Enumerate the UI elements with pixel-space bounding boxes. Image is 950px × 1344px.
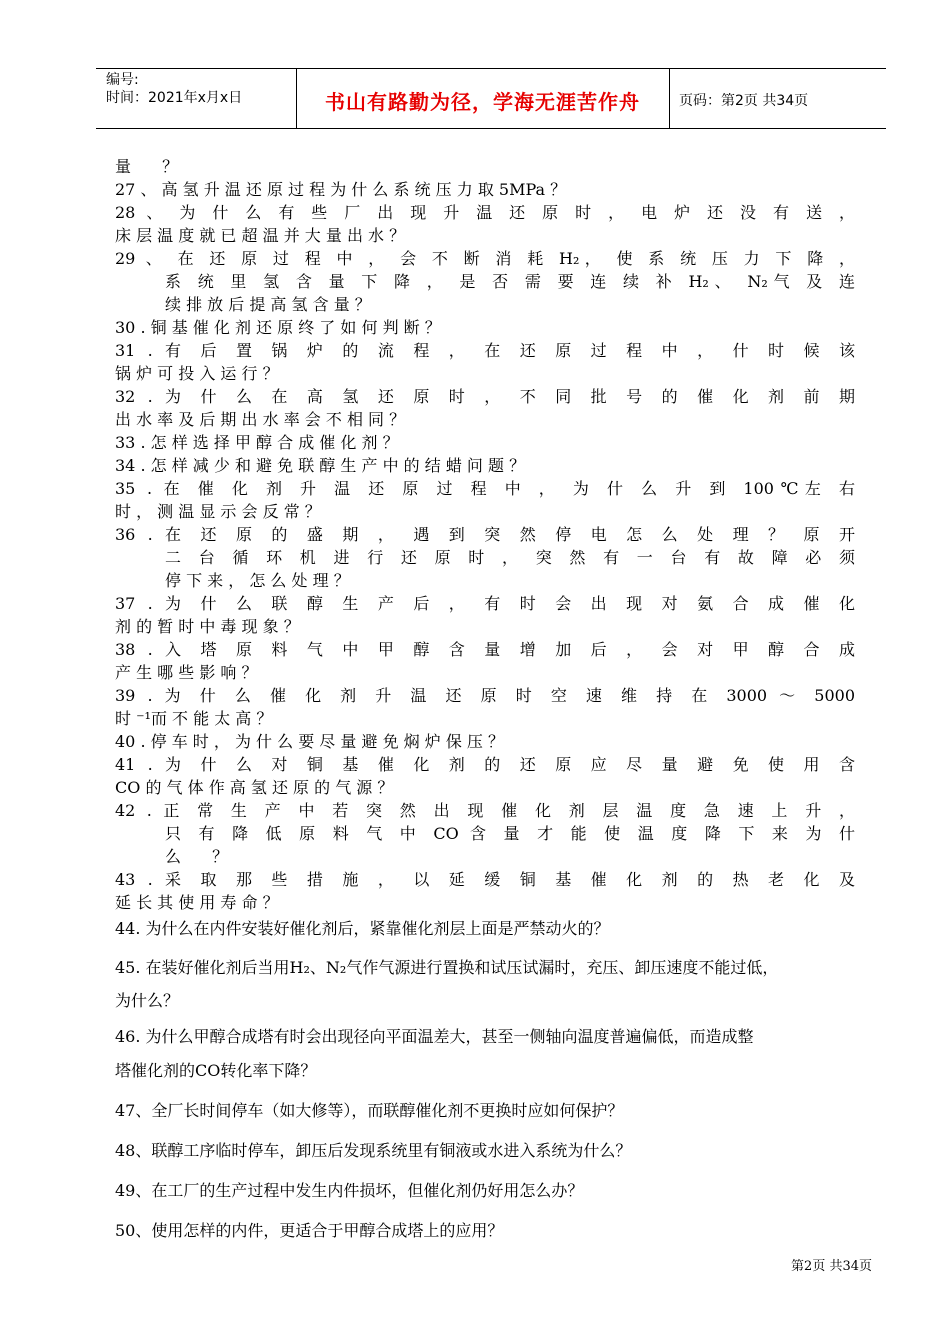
header-meta <box>106 71 242 107</box>
question-line: 45. 在装好催化剂后当用H₂、N₂气作气源进行置换和试压试漏时，充压、卸压速度不能过低， <box>115 958 779 977</box>
question-line: 二 台 循 环 机 进 行 还 原 时 ， 突 然 有 一 台 有 故 障 必 须 <box>165 548 855 567</box>
question-line: 续 排 放 后 提 高 氢 含 量 ？ <box>165 295 371 314</box>
question-line: 30 . 铜 基 催 化 剂 还 原 终 了 如 何 判 断 ？ <box>115 318 441 337</box>
header-bottom-rule <box>96 128 886 129</box>
question-line: 42 . 正 常 生 产 中 若 突 然 出 现 催 化 剂 层 温 度 急 速 上 升 ， <box>115 801 855 820</box>
header-top-rule <box>96 68 886 69</box>
question-line: 27 、 高 氢 升 温 还 原 过 程 为 什 么 系 统 压 力 取 5MPa ？ <box>115 180 567 199</box>
question-line: 33 . 怎 样 选 择 甲 醇 合 成 催 化 剂 ？ <box>115 433 399 452</box>
question-line: 46. 为什么甲醇合成塔有时会出现径向平面温差大，甚至一侧轴向温度普遍偏低，而造成整 <box>115 1027 754 1046</box>
question-line: 32 . 为 什 么 在 高 氢 还 原 时 ， 不 同 批 号 的 催 化 剂 前 期 <box>115 387 855 406</box>
question-line: 36 . 在 还 原 的 盛 期 ， 遇 到 突 然 停 电 怎 么 处 理 ？ 原 开 <box>115 525 855 544</box>
question-line: 49、在工厂的生产过程中发生内件损坏，但催化剂仍好用怎么办？ <box>115 1181 584 1200</box>
question-line: 产 生 哪 些 影 响 ？ <box>115 663 258 682</box>
document-time-label: 时间：2021年x月x日 <box>106 90 243 106</box>
document-number-label: 编号: <box>106 72 139 88</box>
question-line: 39 . 为 什 么 催 化 剂 升 温 还 原 时 空 速 维 持 在 3000 ～ 5000 <box>115 686 855 705</box>
header-page-number: 页码：第2页 共34页 <box>679 93 809 109</box>
question-line: 延 长 其 使 用 寿 命 ？ <box>115 893 279 912</box>
question-line: 44. 为什么在内件安装好催化剂后，紧靠催化剂层上面是严禁动火的？ <box>115 919 610 938</box>
page-header <box>96 68 886 130</box>
question-line: 系 统 里 氢 含 量 下 降 ， 是 否 需 要 连 续 补 H₂、 N₂气 及 连 <box>165 272 855 291</box>
question-line: 么 ？ <box>165 847 242 866</box>
question-line: 35 . 在 催 化 剂 升 温 还 原 过 程 中 ， 为 什 么 升 到 100℃左 右 <box>115 479 855 498</box>
question-line: 28 、 为 什 么 有 些 厂 出 现 升 温 还 原 时 ， 电 炉 还 没 有 送 ， <box>115 203 855 222</box>
question-line: 床 层 温 度 就 已 超 温 并 大 量 出 水 ？ <box>115 226 406 245</box>
header-motto: 书山有路勤为径，学海无涯苦作舟 <box>325 90 640 114</box>
page-footer-number: 第2页 共34页 <box>791 1259 872 1274</box>
question-line: 41 . 为 什 么 对 铜 基 催 化 剂 的 还 原 应 尽 量 避 免 使 用 含 <box>115 755 855 774</box>
question-line: 时 ， 测 温 显 示 会 反 常 ？ <box>115 502 321 521</box>
question-line: 31 . 有 后 置 锅 炉 的 流 程 ， 在 还 原 过 程 中 ， 什 时 候 该 <box>115 341 855 360</box>
question-line: 剂 的 暂 时 中 毒 现 象 ？ <box>115 617 300 636</box>
question-line: 为什么？ <box>115 991 180 1010</box>
question-line: 34 . 怎 样 减 少 和 避 免 联 醇 生 产 中 的 结 蜡 问 题 ？ <box>115 456 526 475</box>
question-line: 出 水 率 及 后 期 出 水 率 会 不 相 同 ？ <box>115 410 406 429</box>
question-line: CO 的 气 体 作 高 氢 还 原 的 气 源 ？ <box>115 778 394 797</box>
question-line: 只 有 降 低 原 料 气 中 CO 含 量 才 能 使 温 度 降 下 来 为 什 <box>165 824 855 843</box>
question-line: 时 ⁻¹而 不 能 太 高 ？ <box>115 709 273 728</box>
question-line: 29 、 在 还 原 过 程 中 ， 会 不 断 消 耗 H₂， 使 系 统 压 力 下 降 ， <box>115 249 855 268</box>
question-line: 47、全厂长时间停车（如大修等），而联醇催化剂不更换时应如何保护？ <box>115 1101 624 1120</box>
question-line: 锅 炉 可 投 入 运 行 ？ <box>115 364 279 383</box>
question-line: 43 . 采 取 那 些 措 施 ， 以 延 缓 铜 基 催 化 剂 的 热 老 化 及 <box>115 870 855 889</box>
question-line: 38 . 入 塔 原 料 气 中 甲 醇 含 量 增 加 后 ， 会 对 甲 醇 合 成 <box>115 640 855 659</box>
question-line: 塔催化剂的CO转化率下降？ <box>115 1061 317 1080</box>
question-line: 40 . 停 车 时 ， 为 什 么 要 尽 量 避 免 焖 炉 保 压 ？ <box>115 732 504 751</box>
question-line: 37 . 为 什 么 联 醇 生 产 后 ， 有 时 会 出 现 对 氨 合 成 催 化 <box>115 594 855 613</box>
question-line: 量 ？ <box>115 157 192 176</box>
question-line: 50、使用怎样的内件，更适合于甲醇合成塔上的应用？ <box>115 1221 504 1240</box>
question-line: 48、联醇工序临时停车，卸压后发现系统里有铜液或水进入系统为什么？ <box>115 1141 632 1160</box>
header-divider <box>669 68 670 129</box>
question-line: 停 下 来 ， 怎 么 处 理 ？ <box>165 571 350 590</box>
